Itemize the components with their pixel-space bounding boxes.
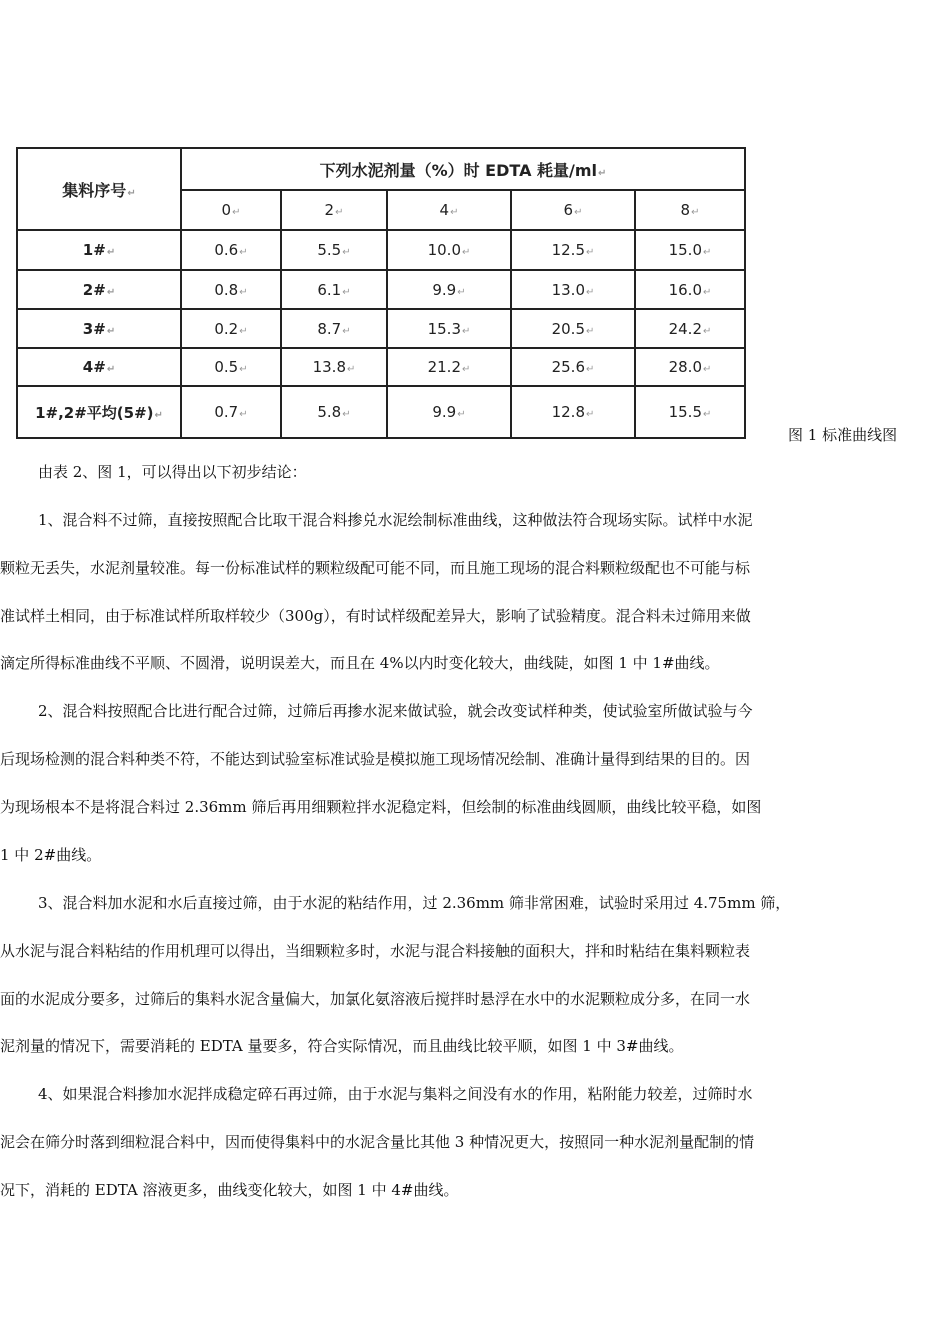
row-label: 1#,2#平均(5#) — [35, 403, 154, 422]
paragraph-mark: ↵ — [335, 207, 344, 218]
cell-value: 20.5 — [551, 319, 585, 338]
text-line: 从水泥与混合料粘结的作用机理可以得出，当细颗粒多时，水泥与混合料接触的面积大，拌和时粘结在集料颗粒表 — [0, 942, 751, 960]
paragraph-mark: ↵ — [586, 247, 595, 258]
cell-value: 6.1 — [317, 280, 342, 299]
cell-value: 9.9 — [432, 280, 457, 299]
cell-value: 8.7 — [317, 319, 342, 338]
paragraph-mark: ↵ — [450, 207, 459, 218]
figure-caption: 图 1 标准曲线图 — [788, 426, 898, 444]
cell-value: 0.5 — [214, 358, 239, 376]
value-cell — [181, 386, 281, 438]
value-cell — [387, 348, 511, 386]
value-cell — [387, 309, 511, 348]
value-cell — [181, 348, 281, 386]
paragraph-mark: ↵ — [574, 207, 583, 218]
text-line: 滴定所得标准曲线不平顺、不圆滑，说明误差大，而且在 4%以内时变化较大，曲线陡，如图 1 中 1#曲线。 — [0, 654, 720, 672]
paragraph-mark: ↵ — [342, 286, 351, 298]
text-line: 况下，消耗的 EDTA 溶液更多，曲线变化较大，如图 1 中 4#曲线。 — [0, 1181, 459, 1199]
paragraph-mark: ↵ — [106, 286, 116, 298]
row-header-text: 集料序号 — [62, 180, 127, 200]
row-label-cell — [17, 270, 181, 309]
row-label-cell — [17, 309, 181, 348]
text-line: 由表 2、图 1，可以得出以下初步结论： — [38, 463, 307, 481]
paragraph-mark: ↵ — [462, 325, 471, 337]
cell-value: 12.8 — [551, 403, 585, 421]
row-label-cell — [17, 386, 181, 438]
text-line: 3、混合料加水泥和水后直接过筛，由于水泥的粘结作用，过 2.36mm 筛非常困难，试验时采用过 4.75mm 筛， — [38, 894, 791, 912]
paragraph-mark: ↵ — [457, 409, 466, 420]
paragraph-mark: ↵ — [462, 247, 471, 258]
row-label: 1# — [82, 241, 106, 259]
dose-header-cell — [281, 190, 387, 230]
column-group-header-text: 下列水泥剂量（%）时 EDTA 耗量/ml — [319, 160, 598, 180]
dose-value: 6 — [563, 201, 574, 219]
value-cell — [511, 309, 635, 348]
value-cell — [181, 230, 281, 270]
value-cell — [635, 309, 745, 348]
cell-value: 25.6 — [551, 358, 585, 376]
text-line: 面的水泥成分要多，过筛后的集料水泥含量偏大，加氯化氨溶液后搅拌时悬浮在水中的水泥颗粒成分多，在同一水 — [0, 990, 751, 1008]
value-cell — [387, 270, 511, 309]
text-line: 4、如果混合料掺加水泥拌成稳定碎石再过筛，由于水泥与集料之间没有水的作用，粘附能力较差，过筛时水 — [38, 1085, 753, 1103]
cell-value: 24.2 — [668, 319, 702, 338]
value-cell — [511, 230, 635, 270]
paragraph-mark: ↵ — [239, 286, 248, 298]
paragraph-mark: ↵ — [586, 409, 595, 420]
dose-value: 0 — [221, 201, 232, 219]
paragraph-mark: ↵ — [342, 409, 351, 420]
paragraph-mark: ↵ — [462, 364, 471, 375]
table-row — [17, 386, 745, 438]
dose-value: 4 — [439, 201, 450, 219]
value-cell — [635, 230, 745, 270]
row-label-cell — [17, 230, 181, 270]
text-line: 1、混合料不过筛，直接按照配合比取干混合料掺兑水泥绘制标准曲线，这种做法符合现场实际。试样中水泥 — [38, 511, 753, 529]
cell-value: 0.2 — [214, 319, 239, 338]
cell-value: 16.0 — [668, 280, 702, 299]
text-line: 颗粒无丢失，水泥剂量较准。每一份标准试样的颗粒级配可能不同，而且施工现场的混合料颗粒级配也不可能与标 — [0, 559, 751, 577]
cell-value: 21.2 — [427, 358, 461, 376]
dose-header-cell — [387, 190, 511, 230]
paragraph-mark: ↵ — [586, 325, 595, 337]
paragraph-mark: ↵ — [703, 364, 712, 375]
value-cell — [511, 386, 635, 438]
cell-value: 13.0 — [551, 280, 585, 299]
value-cell — [511, 348, 635, 386]
cell-value: 0.7 — [214, 403, 239, 421]
edta-table-container — [16, 147, 746, 439]
text-line: 为现场根本不是将混合料过 2.36mm 筛后再用细颗粒拌水泥稳定料，但绘制的标准曲线圆顺，曲线比较平稳，如图 — [0, 798, 762, 816]
text-line: 准试样土相同，由于标准试样所取样较少（300g），有时试样级配差异大，影响了试验精度。混合料未过筛用来做 — [0, 607, 751, 625]
paragraph-mark: ↵ — [239, 364, 248, 375]
text-line: 2、混合料按照配合比进行配合过筛，过筛后再掺水泥来做试验，就会改变试样种类，使试验室所做试验与今 — [38, 702, 753, 720]
value-cell — [387, 230, 511, 270]
paragraph-mark: ↵ — [239, 409, 248, 420]
value-cell — [635, 386, 745, 438]
value-cell — [181, 270, 281, 309]
paragraph-mark: ↵ — [703, 409, 712, 420]
cell-value: 5.8 — [317, 403, 342, 421]
text-line: 后现场检测的混合料种类不符，不能达到试验室标准试验是模拟施工现场情况绘制、准确计量得到结果的目的。因 — [0, 750, 751, 768]
cell-value: 15.5 — [668, 403, 702, 421]
paragraph-mark: ↵ — [106, 247, 116, 258]
paragraph-mark: ↵ — [239, 325, 248, 337]
paragraph-mark: ↵ — [347, 364, 356, 375]
row-label-cell — [17, 348, 181, 386]
paragraph-mark: ↵ — [232, 207, 241, 218]
paragraph-mark: ↵ — [703, 325, 712, 337]
paragraph-mark: ↵ — [127, 187, 136, 199]
paragraph-mark: ↵ — [586, 364, 595, 375]
dose-header-cell — [181, 190, 281, 230]
value-cell — [281, 270, 387, 309]
cell-value: 10.0 — [427, 241, 461, 259]
row-header-cell — [17, 148, 181, 230]
value-cell — [387, 386, 511, 438]
text-line: 泥剂量的情况下，需要消耗的 EDTA 量要多，符合实际情况，而且曲线比较平顺，如图 1 中 3#曲线。 — [0, 1037, 684, 1055]
cell-value: 15.3 — [427, 319, 461, 338]
dose-header-cell — [511, 190, 635, 230]
table-row — [17, 270, 745, 309]
paragraph-mark: ↵ — [106, 364, 116, 375]
paragraph-mark: ↵ — [342, 247, 351, 258]
row-label: 4# — [82, 358, 106, 376]
paragraph-mark: ↵ — [457, 286, 466, 298]
value-cell — [281, 386, 387, 438]
paragraph-mark: ↵ — [342, 325, 351, 337]
row-label: 3# — [82, 319, 106, 338]
table-row — [17, 348, 745, 386]
column-group-header-cell — [181, 148, 745, 190]
value-cell — [281, 230, 387, 270]
text-line: 1 中 2#曲线。 — [0, 846, 102, 864]
paragraph-mark: ↵ — [691, 207, 700, 218]
cell-value: 12.5 — [551, 241, 585, 259]
dose-header-cell — [635, 190, 745, 230]
value-cell — [281, 348, 387, 386]
cell-value: 15.0 — [668, 241, 702, 259]
paragraph-mark: ↵ — [586, 286, 595, 298]
value-cell — [281, 309, 387, 348]
cell-value: 0.8 — [214, 280, 239, 299]
paragraph-mark: ↵ — [239, 247, 248, 258]
value-cell — [511, 270, 635, 309]
paragraph-mark: ↵ — [154, 409, 163, 421]
dose-value: 2 — [324, 201, 335, 219]
cell-value: 13.8 — [312, 358, 346, 376]
paragraph-mark: ↵ — [598, 167, 607, 179]
cell-value: 0.6 — [214, 241, 239, 259]
cell-value: 5.5 — [317, 241, 342, 259]
cell-value: 28.0 — [668, 358, 702, 376]
paragraph-mark: ↵ — [703, 286, 712, 298]
cell-value: 9.9 — [432, 403, 457, 421]
edta-consumption-table — [16, 147, 746, 439]
dose-value: 8 — [680, 201, 691, 219]
value-cell — [181, 309, 281, 348]
text-line: 泥会在筛分时落到细粒混合料中，因而使得集料中的水泥含量比其他 3 种情况更大，按照同一种水泥剂量配制的情 — [0, 1133, 755, 1151]
row-label: 2# — [82, 280, 106, 299]
value-cell — [635, 348, 745, 386]
value-cell — [635, 270, 745, 309]
table-row — [17, 309, 745, 348]
paragraph-mark: ↵ — [106, 325, 116, 337]
paragraph-mark: ↵ — [703, 247, 712, 258]
table-row — [17, 230, 745, 270]
